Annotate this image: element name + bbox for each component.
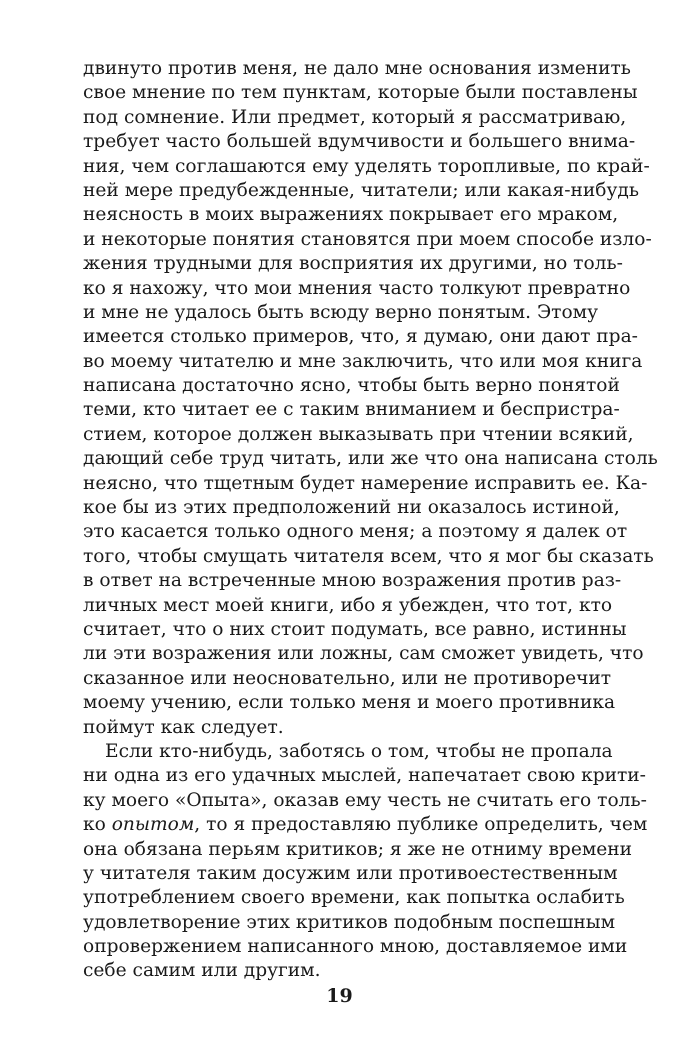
text-line: жения трудными для восприятия их другими, но толь- [83, 253, 623, 275]
text-block [83, 57, 658, 984]
text-line: удовлетворение этих критиков подобным поспешным [83, 911, 616, 933]
text-line: употреблением своего времени, как попытка ослабить [83, 887, 625, 909]
text-line: у читателя таким досужим или противоестественным [83, 862, 618, 884]
text-line: Если кто-нибудь, заботясь о том, чтобы не пропала [105, 740, 613, 762]
text-line: себе самим или другим. [83, 960, 321, 982]
text-line: стием, которое должен выказывать при чтении всякий, [83, 423, 634, 445]
text-line: личных мест моей книги, ибо я убежден, что тот, кто [83, 594, 613, 616]
paragraph [83, 740, 648, 984]
text-line: во моему читателю и мне заключить, что или моя книга [83, 350, 643, 372]
text-line: ко я нахожу, что мои мнения часто толкуют превратно [83, 277, 631, 299]
text-line: свое мнение по тем пунктам, которые были поставлены [83, 82, 638, 104]
emphasis: опытом [111, 814, 195, 836]
text-line: и мне не удалось быть всюду верно понятым. Этому [83, 301, 599, 323]
text-line: теми, кто читает ее с таким вниманием и беспристра- [83, 399, 620, 421]
page-number: 19 [326, 985, 353, 1007]
text-line: сказанное или неосновательно, или не противоречит [83, 667, 612, 689]
text-line: двинуто против меня, не дало мне основания изменить [83, 58, 631, 79]
text-line: это касается только одного меня; а поэтому я далек от [83, 521, 628, 543]
text-line: ку моего «Опыта», оказав ему честь не считать его толь- [83, 789, 647, 811]
text-line: ни одна из его удачных мыслей, напечатает свою крити- [83, 765, 646, 787]
text-line: неясность в моих выражениях покрывает его мраком, [83, 204, 619, 226]
text-line: считает, что о них стоит подумать, все равно, истинны [83, 618, 627, 640]
text-line: опровержением написанного мною, доставляемое ими [83, 936, 628, 958]
paragraph [83, 57, 658, 740]
text-line: требует часто большей вдумчивости и большего внима- [83, 131, 636, 153]
text-line: в ответ на встреченные мною возражения против раз- [83, 570, 622, 592]
text-line: моему учению, если только меня и моего противника [83, 692, 616, 714]
text-line: ко опытом, то я предоставляю публике определить, чем [83, 814, 648, 836]
text-line: ней мере предубежденные, читатели; или какая-нибудь [83, 179, 639, 201]
text-line: имеется столько примеров, что, я думаю, они дают пра- [83, 326, 638, 348]
text-line: поймут как следует. [83, 716, 284, 738]
text-line: под сомнение. Или предмет, который я рассматриваю, [83, 106, 627, 128]
text-line: ли эти возражения или ложны, сам сможет увидеть, что [83, 643, 644, 665]
text-line: дающий себе труд читать, или же что она написана столь [83, 448, 658, 470]
page-body [83, 57, 658, 984]
text-line: неясно, что тщетным будет намерение исправить ее. Ка- [83, 472, 648, 494]
text-line: ния, чем соглашаются ему уделять торопливые, по край- [83, 155, 650, 177]
text-line: написана достаточно ясно, чтобы быть верно понятой [83, 375, 620, 397]
text-line: и некоторые понятия становятся при моем способе изло- [83, 228, 652, 250]
text-line: того, чтобы смущать читателя всем, что я мог бы сказать [83, 545, 654, 567]
text-line: кое бы из этих предположений ни оказалось истиной, [83, 497, 620, 519]
text-line: она обязана перьям критиков; я же не отниму времени [83, 838, 633, 860]
